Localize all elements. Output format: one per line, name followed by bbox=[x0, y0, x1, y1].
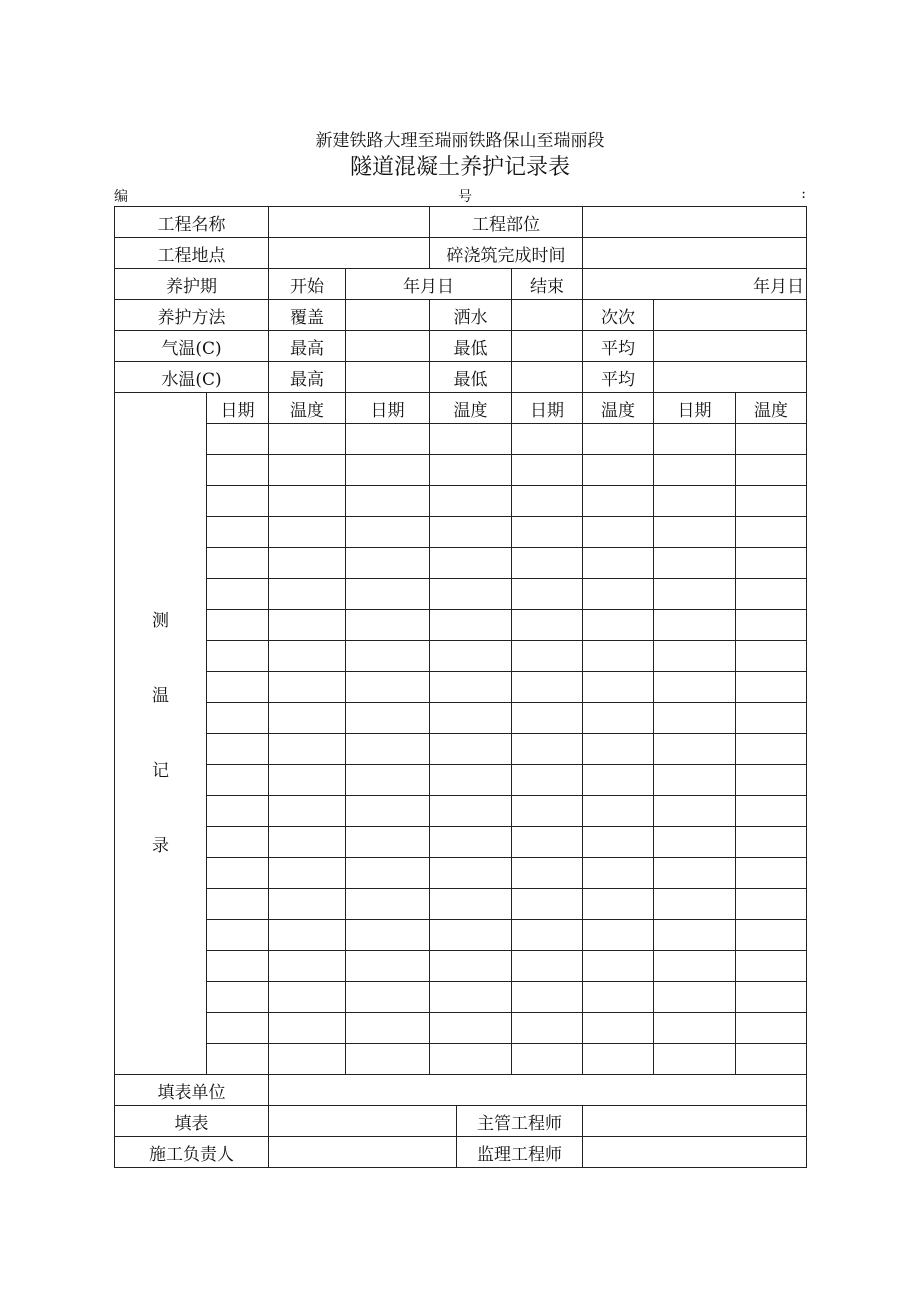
record-date-cell[interactable] bbox=[654, 734, 736, 765]
times-field[interactable] bbox=[654, 300, 807, 331]
air-avg-label: 平均 bbox=[583, 331, 654, 362]
record-date-cell[interactable] bbox=[207, 641, 269, 672]
curing-period-label: 养护期 bbox=[115, 269, 269, 300]
record-date-cell[interactable] bbox=[654, 827, 736, 858]
row-filler bbox=[115, 1106, 807, 1137]
record-temp-cell[interactable] bbox=[583, 517, 654, 548]
project-name-label: 工程名称 bbox=[115, 207, 269, 238]
record-temp-cell[interactable] bbox=[269, 548, 346, 579]
record-date-cell[interactable] bbox=[207, 982, 269, 1013]
record-date-cell[interactable] bbox=[207, 889, 269, 920]
record-date-cell[interactable] bbox=[512, 765, 583, 796]
record-temp-cell[interactable] bbox=[583, 703, 654, 734]
record-temp-cell[interactable] bbox=[736, 858, 807, 889]
project-location-field[interactable] bbox=[269, 238, 430, 269]
record-temp-cell[interactable] bbox=[583, 641, 654, 672]
record-temp-cell[interactable] bbox=[269, 641, 346, 672]
record-date-cell[interactable] bbox=[512, 517, 583, 548]
record-date-cell[interactable] bbox=[654, 858, 736, 889]
record-date-cell[interactable] bbox=[512, 486, 583, 517]
record-temp-cell[interactable] bbox=[736, 610, 807, 641]
record-date-cell[interactable] bbox=[512, 1044, 583, 1075]
record-date-cell[interactable] bbox=[346, 1044, 430, 1075]
record-date-cell[interactable] bbox=[346, 920, 430, 951]
record-temp-cell[interactable] bbox=[583, 920, 654, 951]
record-temp-cell[interactable] bbox=[269, 517, 346, 548]
record-date-cell[interactable] bbox=[346, 858, 430, 889]
record-temp-cell[interactable] bbox=[736, 796, 807, 827]
fill-unit-label: 填表单位 bbox=[115, 1075, 269, 1106]
record-temp-cell[interactable] bbox=[736, 920, 807, 951]
table-row bbox=[115, 424, 807, 455]
record-temp-cell[interactable] bbox=[583, 765, 654, 796]
record-temp-cell[interactable] bbox=[430, 827, 512, 858]
record-date-cell[interactable] bbox=[654, 889, 736, 920]
record-date-cell[interactable] bbox=[512, 827, 583, 858]
document-subtitle: 新建铁路大理至瑞丽铁路保山至瑞丽段 bbox=[315, 131, 605, 151]
record-temp-cell[interactable] bbox=[269, 672, 346, 703]
table-row bbox=[115, 858, 807, 889]
row-fill-unit bbox=[115, 1075, 807, 1106]
record-date-cell[interactable] bbox=[207, 1013, 269, 1044]
record-date-cell[interactable] bbox=[654, 455, 736, 486]
record-date-cell[interactable] bbox=[654, 765, 736, 796]
record-temp-cell[interactable] bbox=[583, 1044, 654, 1075]
record-date-cell[interactable] bbox=[207, 734, 269, 765]
table-row bbox=[115, 765, 807, 796]
record-temp-cell[interactable] bbox=[269, 827, 346, 858]
record-date-cell[interactable] bbox=[654, 1044, 736, 1075]
record-temp-cell[interactable] bbox=[583, 672, 654, 703]
supervising-engineer-field[interactable] bbox=[583, 1137, 807, 1168]
number-line bbox=[114, 186, 806, 204]
water-min-label: 最低 bbox=[430, 362, 512, 393]
record-temp-cell[interactable] bbox=[430, 455, 512, 486]
record-temp-cell[interactable] bbox=[430, 889, 512, 920]
record-date-cell[interactable] bbox=[512, 1013, 583, 1044]
row-air-temp bbox=[115, 331, 807, 362]
record-temp-cell[interactable] bbox=[583, 424, 654, 455]
temp-record-header-row bbox=[115, 393, 807, 424]
record-date-cell[interactable] bbox=[207, 920, 269, 951]
record-temp-cell[interactable] bbox=[430, 579, 512, 610]
record-temp-cell[interactable] bbox=[583, 796, 654, 827]
record-temp-cell[interactable] bbox=[736, 982, 807, 1013]
record-date-cell[interactable] bbox=[654, 796, 736, 827]
curing-method-label: 养护方法 bbox=[115, 300, 269, 331]
row-curing-period bbox=[115, 269, 807, 300]
record-temp-cell[interactable] bbox=[430, 1013, 512, 1044]
record-date-cell[interactable] bbox=[654, 641, 736, 672]
record-temp-cell[interactable] bbox=[736, 548, 807, 579]
record-temp-cell[interactable] bbox=[430, 734, 512, 765]
record-temp-cell[interactable] bbox=[736, 703, 807, 734]
water-max-field[interactable] bbox=[346, 362, 430, 393]
table-row bbox=[115, 455, 807, 486]
record-temp-cell[interactable] bbox=[583, 858, 654, 889]
record-temp-cell[interactable] bbox=[430, 517, 512, 548]
record-temp-cell[interactable] bbox=[430, 610, 512, 641]
record-temp-cell[interactable] bbox=[430, 641, 512, 672]
section-char: 温 bbox=[152, 685, 169, 706]
header-temp: 温度 bbox=[269, 393, 346, 424]
air-avg-field[interactable] bbox=[654, 331, 807, 362]
record-temp-cell[interactable] bbox=[269, 455, 346, 486]
record-temp-cell[interactable] bbox=[736, 889, 807, 920]
record-date-cell[interactable] bbox=[207, 827, 269, 858]
water-field[interactable] bbox=[512, 300, 583, 331]
cover-label: 覆盖 bbox=[269, 300, 346, 331]
header-temp: 温度 bbox=[736, 393, 807, 424]
record-date-cell[interactable] bbox=[346, 455, 430, 486]
record-date-cell[interactable] bbox=[346, 486, 430, 517]
record-date-cell[interactable] bbox=[512, 548, 583, 579]
section-char: 录 bbox=[152, 835, 169, 856]
record-date-cell[interactable] bbox=[654, 672, 736, 703]
header-date: 日期 bbox=[346, 393, 430, 424]
table-row bbox=[115, 982, 807, 1013]
record-temp-cell[interactable] bbox=[430, 858, 512, 889]
record-date-cell[interactable] bbox=[207, 672, 269, 703]
cover-field[interactable] bbox=[346, 300, 430, 331]
air-min-field[interactable] bbox=[512, 331, 583, 362]
record-temp-cell[interactable] bbox=[736, 951, 807, 982]
record-date-cell[interactable] bbox=[512, 672, 583, 703]
record-date-cell[interactable] bbox=[207, 765, 269, 796]
record-date-cell[interactable] bbox=[512, 703, 583, 734]
record-temp-cell[interactable] bbox=[736, 424, 807, 455]
record-date-cell[interactable] bbox=[346, 672, 430, 703]
air-max-label: 最高 bbox=[269, 331, 346, 362]
table-row bbox=[115, 703, 807, 734]
water-avg-label: 平均 bbox=[583, 362, 654, 393]
record-date-cell[interactable] bbox=[346, 517, 430, 548]
water-min-field[interactable] bbox=[512, 362, 583, 393]
record-date-cell[interactable] bbox=[207, 486, 269, 517]
record-temp-cell[interactable] bbox=[269, 424, 346, 455]
row-project-location bbox=[115, 238, 807, 269]
record-temp-cell[interactable] bbox=[430, 486, 512, 517]
table-row bbox=[115, 486, 807, 517]
record-date-cell[interactable] bbox=[346, 734, 430, 765]
water-avg-field[interactable] bbox=[654, 362, 807, 393]
record-temp-cell[interactable] bbox=[430, 765, 512, 796]
number-label-mid: 号 bbox=[458, 189, 472, 205]
record-date-cell[interactable] bbox=[654, 703, 736, 734]
record-date-cell[interactable] bbox=[654, 486, 736, 517]
record-temp-cell[interactable] bbox=[430, 672, 512, 703]
record-date-cell[interactable] bbox=[512, 796, 583, 827]
chief-engineer-field[interactable] bbox=[583, 1106, 807, 1137]
record-temp-cell[interactable] bbox=[583, 951, 654, 982]
record-date-cell[interactable] bbox=[512, 858, 583, 889]
record-temp-cell[interactable] bbox=[583, 579, 654, 610]
record-temp-cell[interactable] bbox=[430, 982, 512, 1013]
record-temp-cell[interactable] bbox=[583, 827, 654, 858]
water-label: 洒水 bbox=[430, 300, 512, 331]
record-temp-cell[interactable] bbox=[583, 1013, 654, 1044]
record-temp-cell[interactable] bbox=[269, 703, 346, 734]
record-date-cell[interactable] bbox=[654, 610, 736, 641]
record-date-cell[interactable] bbox=[346, 579, 430, 610]
record-temp-cell[interactable] bbox=[736, 486, 807, 517]
record-date-cell[interactable] bbox=[207, 548, 269, 579]
number-label-left: 编 bbox=[114, 189, 128, 205]
record-date-cell[interactable] bbox=[207, 703, 269, 734]
record-temp-cell[interactable] bbox=[583, 610, 654, 641]
record-date-cell[interactable] bbox=[512, 889, 583, 920]
record-temp-cell[interactable] bbox=[269, 1013, 346, 1044]
table-row bbox=[115, 579, 807, 610]
record-date-cell[interactable] bbox=[654, 424, 736, 455]
air-min-label: 最低 bbox=[430, 331, 512, 362]
project-location-label: 工程地点 bbox=[115, 238, 269, 269]
record-temp-cell[interactable] bbox=[736, 827, 807, 858]
record-temp-cell[interactable] bbox=[583, 982, 654, 1013]
header-date: 日期 bbox=[207, 393, 269, 424]
row-water-temp bbox=[115, 362, 807, 393]
curing-start-label: 开始 bbox=[269, 269, 346, 300]
record-date-cell[interactable] bbox=[654, 951, 736, 982]
record-temp-cell[interactable] bbox=[430, 1044, 512, 1075]
record-temp-cell[interactable] bbox=[430, 703, 512, 734]
record-date-cell[interactable] bbox=[512, 579, 583, 610]
table-row bbox=[115, 796, 807, 827]
record-temp-cell[interactable] bbox=[269, 610, 346, 641]
record-temp-cell[interactable] bbox=[736, 734, 807, 765]
air-temp-label: 气温(C) bbox=[115, 331, 269, 362]
record-date-cell[interactable] bbox=[512, 610, 583, 641]
record-date-cell[interactable] bbox=[512, 455, 583, 486]
record-date-cell[interactable] bbox=[512, 734, 583, 765]
record-date-cell[interactable] bbox=[207, 424, 269, 455]
header-date: 日期 bbox=[512, 393, 583, 424]
record-date-cell[interactable] bbox=[512, 982, 583, 1013]
record-date-cell[interactable] bbox=[346, 641, 430, 672]
pour-complete-field[interactable] bbox=[583, 238, 807, 269]
record-date-cell[interactable] bbox=[346, 610, 430, 641]
record-temp-cell[interactable] bbox=[736, 579, 807, 610]
record-date-cell[interactable] bbox=[207, 579, 269, 610]
table-row bbox=[115, 1044, 807, 1075]
record-date-cell[interactable] bbox=[654, 517, 736, 548]
water-max-label: 最高 bbox=[269, 362, 346, 393]
record-temp-cell[interactable] bbox=[583, 889, 654, 920]
table-row bbox=[115, 889, 807, 920]
record-temp-cell[interactable] bbox=[583, 486, 654, 517]
record-date-cell[interactable] bbox=[346, 796, 430, 827]
record-temp-cell[interactable] bbox=[583, 455, 654, 486]
project-part-field[interactable] bbox=[583, 207, 807, 238]
filler-field[interactable] bbox=[269, 1106, 457, 1137]
record-temp-cell[interactable] bbox=[736, 1013, 807, 1044]
table-row bbox=[115, 734, 807, 765]
record-temp-cell[interactable] bbox=[269, 486, 346, 517]
record-date-cell[interactable] bbox=[654, 1013, 736, 1044]
record-date-cell[interactable] bbox=[207, 517, 269, 548]
record-temp-cell[interactable] bbox=[269, 858, 346, 889]
record-temp-cell[interactable] bbox=[430, 796, 512, 827]
record-temp-cell[interactable] bbox=[269, 1044, 346, 1075]
record-date-cell[interactable] bbox=[346, 765, 430, 796]
record-temp-cell[interactable] bbox=[583, 548, 654, 579]
record-date-cell[interactable] bbox=[512, 641, 583, 672]
record-date-cell[interactable] bbox=[207, 796, 269, 827]
table-row bbox=[115, 827, 807, 858]
row-curing-method bbox=[115, 300, 807, 331]
construction-lead-field[interactable] bbox=[269, 1137, 457, 1168]
record-temp-cell[interactable] bbox=[736, 672, 807, 703]
record-date-cell[interactable] bbox=[207, 858, 269, 889]
record-date-cell[interactable] bbox=[512, 951, 583, 982]
record-date-cell[interactable] bbox=[512, 424, 583, 455]
record-date-cell[interactable] bbox=[654, 920, 736, 951]
chief-engineer-label: 主管工程师 bbox=[457, 1106, 583, 1137]
record-date-cell[interactable] bbox=[346, 827, 430, 858]
record-temp-cell[interactable] bbox=[269, 982, 346, 1013]
record-temp-cell[interactable] bbox=[269, 951, 346, 982]
table-row bbox=[115, 1013, 807, 1044]
record-date-cell[interactable] bbox=[346, 951, 430, 982]
record-date-cell[interactable] bbox=[346, 424, 430, 455]
pour-complete-label: 碎浇筑完成时间 bbox=[430, 238, 583, 269]
record-date-cell[interactable] bbox=[207, 1044, 269, 1075]
record-temp-cell[interactable] bbox=[269, 765, 346, 796]
table-row bbox=[115, 548, 807, 579]
record-temp-cell[interactable] bbox=[269, 734, 346, 765]
record-date-cell[interactable] bbox=[346, 1013, 430, 1044]
fill-unit-field[interactable] bbox=[269, 1075, 807, 1106]
table-row bbox=[115, 951, 807, 982]
filler-label: 填表 bbox=[115, 1106, 269, 1137]
table-row bbox=[115, 610, 807, 641]
record-temp-cell[interactable] bbox=[736, 765, 807, 796]
curing-end-date[interactable]: 年月日 bbox=[583, 269, 807, 300]
curing-end-label: 结束 bbox=[512, 269, 583, 300]
table-row bbox=[115, 641, 807, 672]
row-construction-lead bbox=[115, 1137, 807, 1168]
air-max-field[interactable] bbox=[346, 331, 430, 362]
times-label: 次次 bbox=[583, 300, 654, 331]
record-temp-cell[interactable] bbox=[736, 1044, 807, 1075]
record-date-cell[interactable] bbox=[207, 951, 269, 982]
record-temp-cell[interactable] bbox=[269, 920, 346, 951]
curing-record-form bbox=[114, 206, 806, 1168]
record-temp-cell[interactable] bbox=[269, 889, 346, 920]
record-date-cell[interactable] bbox=[654, 982, 736, 1013]
record-temp-cell[interactable] bbox=[736, 517, 807, 548]
record-temp-cell[interactable] bbox=[430, 920, 512, 951]
header-temp: 温度 bbox=[430, 393, 512, 424]
section-char: 记 bbox=[152, 760, 169, 781]
record-date-cell[interactable] bbox=[346, 548, 430, 579]
number-colon: : bbox=[801, 186, 806, 202]
table-row bbox=[115, 672, 807, 703]
record-date-cell[interactable] bbox=[207, 455, 269, 486]
record-date-cell[interactable] bbox=[346, 703, 430, 734]
project-part-label: 工程部位 bbox=[430, 207, 583, 238]
header-temp: 温度 bbox=[583, 393, 654, 424]
record-date-cell[interactable] bbox=[512, 920, 583, 951]
temp-record-section-label bbox=[115, 393, 207, 1075]
record-temp-cell[interactable] bbox=[736, 455, 807, 486]
water-temp-label: 水温(C) bbox=[115, 362, 269, 393]
table-row bbox=[115, 517, 807, 548]
record-date-cell[interactable] bbox=[207, 610, 269, 641]
record-date-cell[interactable] bbox=[346, 889, 430, 920]
section-char: 测 bbox=[152, 610, 169, 631]
record-date-cell[interactable] bbox=[654, 579, 736, 610]
form-table bbox=[114, 206, 807, 1168]
row-project-name bbox=[115, 207, 807, 238]
record-temp-cell[interactable] bbox=[269, 579, 346, 610]
record-temp-cell[interactable] bbox=[736, 641, 807, 672]
record-temp-cell[interactable] bbox=[583, 734, 654, 765]
header-date: 日期 bbox=[654, 393, 736, 424]
construction-lead-label: 施工负责人 bbox=[115, 1137, 269, 1168]
document-title: 隧道混凝土养护记录表 bbox=[349, 155, 570, 180]
curing-start-date[interactable]: 年月日 bbox=[346, 269, 512, 300]
record-temp-cell[interactable] bbox=[430, 548, 512, 579]
record-temp-cell[interactable] bbox=[269, 796, 346, 827]
record-temp-cell[interactable] bbox=[430, 424, 512, 455]
record-date-cell[interactable] bbox=[654, 548, 736, 579]
supervising-engineer-label: 监理工程师 bbox=[457, 1137, 583, 1168]
table-row bbox=[115, 920, 807, 951]
record-date-cell[interactable] bbox=[346, 982, 430, 1013]
project-name-field[interactable] bbox=[269, 207, 430, 238]
record-temp-cell[interactable] bbox=[430, 951, 512, 982]
